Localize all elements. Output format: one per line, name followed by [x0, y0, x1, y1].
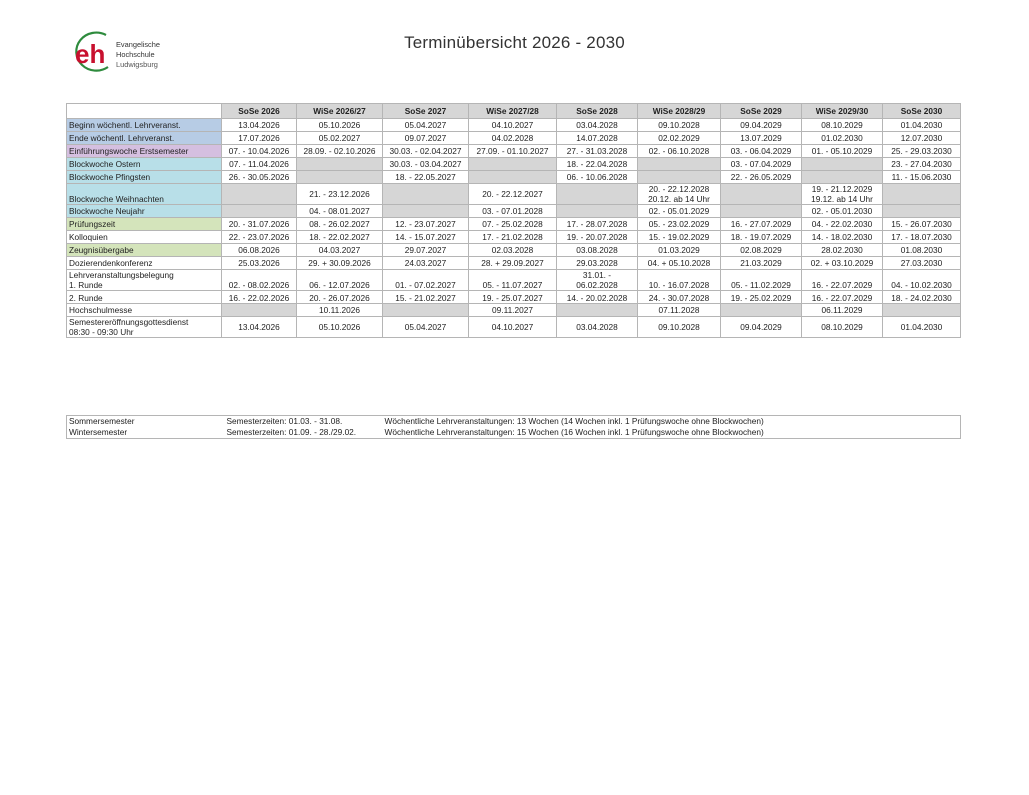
date-cell: 13.04.2026: [222, 119, 297, 132]
date-cell: [557, 270, 638, 291]
date-cell: [883, 184, 961, 205]
date-cell: 05.02.2027: [297, 132, 383, 145]
date-cell: [557, 184, 638, 205]
date-cell: 17. - 28.07.2028: [557, 218, 638, 231]
row-label: [67, 132, 222, 145]
date-cell: 14. - 15.07.2027: [383, 231, 469, 244]
date-cell: 02. - 06.10.2028: [638, 145, 721, 158]
table-row: [67, 171, 961, 184]
date-cell: 12.07.2030: [883, 132, 961, 145]
row-label: [67, 145, 222, 158]
date-cell: [383, 184, 469, 205]
row-label-text: Prüfungszeit: [69, 219, 116, 229]
date-cell: 03.04.2028: [557, 119, 638, 132]
date-cell: [222, 184, 297, 205]
date-cell: 04.10.2027: [469, 317, 557, 338]
date-cell: 20. - 31.07.2026: [222, 218, 297, 231]
date-cell: 14. - 18.02.2030: [802, 231, 883, 244]
date-cell: 23. - 27.04.2030: [883, 158, 961, 171]
date-cell: 07. - 25.02.2028: [469, 218, 557, 231]
table-row: [67, 291, 961, 304]
date-cell: 06.08.2026: [222, 244, 297, 257]
date-cell: 04. - 10.02.2030: [883, 270, 961, 291]
date-cell: 02.08.2029: [721, 244, 802, 257]
date-cell: 16. - 22.07.2029: [802, 291, 883, 304]
table-row: [67, 304, 961, 317]
date-cell: 28.09. - 02.10.2026: [297, 145, 383, 158]
date-cell: 01. - 05.10.2029: [802, 145, 883, 158]
date-cell: [638, 184, 721, 205]
row-label-text: Ende wöchentl. Lehrveranst.: [69, 133, 175, 143]
date-cell: 22. - 23.07.2026: [222, 231, 297, 244]
date-cell: 18. - 19.07.2029: [721, 231, 802, 244]
date-cell: [222, 304, 297, 317]
date-cell: 29.07.2027: [383, 244, 469, 257]
date-cell: 04. - 08.01.2027: [297, 205, 383, 218]
table-row: [67, 231, 961, 244]
row-label-text: Blockwoche Weihnachten: [69, 194, 164, 204]
date-cell: [883, 304, 961, 317]
date-cell: 05. - 11.07.2027: [469, 270, 557, 291]
note-period: Semesterzeiten: 01.09. - 28./29.02.: [226, 427, 357, 437]
row-label: [67, 304, 222, 317]
date-cell: 24.03.2027: [383, 257, 469, 270]
date-cell: 18. - 22.02.2027: [297, 231, 383, 244]
date-cell: 09.04.2029: [721, 317, 802, 338]
table-row: [67, 218, 961, 231]
date-cell: 05.10.2026: [297, 317, 383, 338]
column-header: WiSe 2026/27: [297, 104, 383, 119]
table-row: [67, 119, 961, 132]
date-cell: 13.04.2026: [222, 317, 297, 338]
table-row: [67, 257, 961, 270]
date-cell: 18. - 22.05.2027: [383, 171, 469, 184]
date-cell: 22. - 26.05.2029: [721, 171, 802, 184]
date-cell: 18. - 24.02.2030: [883, 291, 961, 304]
note-row: [67, 427, 961, 439]
logo-line-1: Evangelische: [116, 40, 160, 49]
date-value: 06.02.2028: [576, 280, 618, 290]
date-cell: 06. - 10.06.2028: [557, 171, 638, 184]
date-cell: 07.11.2028: [638, 304, 721, 317]
date-cell: 29. + 30.09.2026: [297, 257, 383, 270]
row-label: [67, 257, 222, 270]
table-row: [67, 184, 961, 205]
note-info: Wöchentliche Lehrveranstaltungen: 15 Wochen (16 Wochen inkl. 1 Prüfungswoche ohne Blockwochen): [384, 427, 764, 437]
date-value: 19. - 21.12.2029: [811, 184, 873, 194]
date-cell: 21. - 23.12.2026: [297, 184, 383, 205]
date-cell: 08.10.2029: [802, 317, 883, 338]
date-cell: 01.03.2029: [638, 244, 721, 257]
date-value: 20. - 22.12.2028: [648, 184, 710, 194]
table-row: [67, 270, 961, 291]
date-cell: 27.09. - 01.10.2027: [469, 145, 557, 158]
date-cell: 03. - 07.04.2029: [721, 158, 802, 171]
row-label-text: Einführungswoche Erstsemester: [69, 146, 189, 156]
date-cell: 29.03.2028: [557, 257, 638, 270]
column-header: SoSe 2027: [383, 104, 469, 119]
date-cell: 17.07.2026: [222, 132, 297, 145]
date-cell: 01.04.2030: [883, 317, 961, 338]
row-label: [67, 119, 222, 132]
date-cell: 15. - 26.07.2030: [883, 218, 961, 231]
date-cell: 02. - 05.01.2030: [802, 205, 883, 218]
row-label-sub: 1. Runde: [69, 280, 103, 290]
date-cell: 09.04.2029: [721, 119, 802, 132]
date-cell: 25.03.2026: [222, 257, 297, 270]
date-cell: 03. - 06.04.2029: [721, 145, 802, 158]
row-label: [67, 291, 222, 304]
schedule-table: [66, 103, 961, 338]
row-label-main: Lehrveranstaltungsbelegung: [69, 270, 174, 280]
date-cell: 01.04.2030: [883, 119, 961, 132]
row-label: [67, 270, 222, 291]
date-cell: 27. - 31.03.2028: [557, 145, 638, 158]
date-cell: 09.07.2027: [383, 132, 469, 145]
column-header: SoSe 2026: [222, 104, 297, 119]
row-label-text: Dozierendenkonferenz: [69, 258, 153, 268]
date-cell: 15. - 21.02.2027: [383, 291, 469, 304]
date-cell: 09.10.2028: [638, 317, 721, 338]
date-cell: 16. - 22.07.2029: [802, 270, 883, 291]
date-cell: 25. - 29.03.2030: [883, 145, 961, 158]
date-cell: 14. - 20.02.2028: [557, 291, 638, 304]
row-label-text: Blockwoche Neujahr: [69, 206, 145, 216]
note-info: Wöchentliche Lehrveranstaltungen: 13 Wochen (14 Wochen inkl. 1 Prüfungswoche ohne Blockwochen): [384, 416, 764, 426]
date-cell: [638, 158, 721, 171]
date-cell: 05. - 23.02.2029: [638, 218, 721, 231]
date-cell: 17. - 21.02.2028: [469, 231, 557, 244]
column-header: WiSe 2027/28: [469, 104, 557, 119]
date-cell: 26. - 30.05.2026: [222, 171, 297, 184]
date-cell: 10.11.2026: [297, 304, 383, 317]
date-cell: 06.11.2029: [802, 304, 883, 317]
date-cell: [469, 171, 557, 184]
date-cell: 04.10.2027: [469, 119, 557, 132]
row-label: [67, 218, 222, 231]
date-cell: 16. - 22.02.2026: [222, 291, 297, 304]
row-label-text: Blockwoche Pfingsten: [69, 172, 151, 182]
date-cell: 12. - 23.07.2027: [383, 218, 469, 231]
date-cell: [883, 205, 961, 218]
date-cell: [297, 171, 383, 184]
row-label-text: Kolloquien: [69, 232, 108, 242]
date-note: 19.12. ab 14 Uhr: [811, 194, 873, 204]
date-cell: 01. - 07.02.2027: [383, 270, 469, 291]
date-cell: 03. - 07.01.2028: [469, 205, 557, 218]
date-cell: 02. - 08.02.2026: [222, 270, 297, 291]
date-cell: 06. - 12.07.2026: [297, 270, 383, 291]
semester-notes: [66, 415, 961, 439]
table-row: [67, 158, 961, 171]
date-cell: [557, 304, 638, 317]
date-cell: 15. - 19.02.2029: [638, 231, 721, 244]
row-label-main: Semestereröffnungsgottesdienst: [69, 317, 189, 327]
date-cell: [557, 205, 638, 218]
date-cell: 04.03.2027: [297, 244, 383, 257]
date-cell: [802, 184, 883, 205]
date-cell: [297, 158, 383, 171]
row-label: [67, 317, 222, 338]
date-cell: [469, 158, 557, 171]
date-cell: 04. - 22.02.2030: [802, 218, 883, 231]
note-term: Sommersemester: [69, 416, 135, 426]
table-row: [67, 317, 961, 338]
date-cell: 03.04.2028: [557, 317, 638, 338]
date-cell: 05.04.2027: [383, 119, 469, 132]
note-period: Semesterzeiten: 01.03. - 31.08.: [226, 416, 343, 426]
row-label: [67, 244, 222, 257]
date-cell: 11. - 15.06.2030: [883, 171, 961, 184]
date-cell: [721, 184, 802, 205]
date-cell: 09.11.2027: [469, 304, 557, 317]
date-cell: 19. - 20.07.2028: [557, 231, 638, 244]
date-cell: 05. - 11.02.2029: [721, 270, 802, 291]
date-cell: 14.07.2028: [557, 132, 638, 145]
row-label: [67, 184, 222, 205]
logo-mark-text: eh: [75, 39, 106, 69]
date-cell: 09.10.2028: [638, 119, 721, 132]
row-label: [67, 158, 222, 171]
row-label-text: Blockwoche Ostern: [69, 159, 141, 169]
date-cell: 27.03.2030: [883, 257, 961, 270]
date-cell: 18. - 22.04.2028: [557, 158, 638, 171]
logo-line-2: Hochschule: [116, 50, 155, 59]
date-cell: [383, 205, 469, 218]
date-cell: [721, 304, 802, 317]
row-label: [67, 171, 222, 184]
date-cell: 20. - 22.12.2027: [469, 184, 557, 205]
date-cell: 04.02.2028: [469, 132, 557, 145]
header-corner: [67, 104, 222, 119]
date-cell: 05.10.2026: [297, 119, 383, 132]
note-term: Wintersemester: [69, 427, 128, 437]
date-cell: 01.08.2030: [883, 244, 961, 257]
date-cell: [721, 205, 802, 218]
row-label-text: Beginn wöchentl. Lehrveranst.: [69, 120, 181, 130]
date-cell: 02.03.2028: [469, 244, 557, 257]
row-label: [67, 205, 222, 218]
date-cell: 20. - 26.07.2026: [297, 291, 383, 304]
row-label-sub: 08:30 - 09:30 Uhr: [69, 327, 134, 337]
date-cell: [383, 304, 469, 317]
column-header: WiSe 2029/30: [802, 104, 883, 119]
date-cell: 05.04.2027: [383, 317, 469, 338]
date-cell: 21.03.2029: [721, 257, 802, 270]
date-cell: 17. - 18.07.2030: [883, 231, 961, 244]
date-cell: 16. - 27.07.2029: [721, 218, 802, 231]
logo-line-3: Ludwigsburg: [116, 60, 158, 69]
date-cell: [802, 158, 883, 171]
date-note: 20.12. ab 14 Uhr: [648, 194, 710, 204]
date-cell: 30.03. - 02.04.2027: [383, 145, 469, 158]
table-row: [67, 145, 961, 158]
note-row: [67, 416, 961, 428]
date-cell: 30.03. - 03.04.2027: [383, 158, 469, 171]
date-cell: 07. - 11.04.2026: [222, 158, 297, 171]
page-title: Terminübersicht 2026 - 2030: [404, 33, 625, 52]
date-cell: 08.10.2029: [802, 119, 883, 132]
column-header: SoSe 2028: [557, 104, 638, 119]
date-cell: 19. - 25.07.2027: [469, 291, 557, 304]
date-cell: [802, 171, 883, 184]
date-cell: 02.02.2029: [638, 132, 721, 145]
row-label-text: Zeugnisübergabe: [69, 245, 134, 255]
date-cell: 13.07.2029: [721, 132, 802, 145]
date-value-pre: 31.01. -: [582, 270, 612, 280]
date-cell: 07. - 10.04.2026: [222, 145, 297, 158]
row-label: [67, 231, 222, 244]
date-cell: 02. - 05.01.2029: [638, 205, 721, 218]
column-header: SoSe 2029: [721, 104, 802, 119]
column-header: WiSe 2028/29: [638, 104, 721, 119]
date-cell: 03.08.2028: [557, 244, 638, 257]
date-cell: [222, 205, 297, 218]
date-cell: 24. - 30.07.2028: [638, 291, 721, 304]
date-cell: 01.02.2030: [802, 132, 883, 145]
header-row: [67, 104, 961, 119]
table-row: [67, 205, 961, 218]
row-label-text: 2. Runde: [69, 293, 103, 303]
table-row: [67, 244, 961, 257]
date-cell: [638, 171, 721, 184]
table-row: [67, 132, 961, 145]
date-cell: 04. + 05.10.2028: [638, 257, 721, 270]
date-cell: 28. + 29.09.2027: [469, 257, 557, 270]
date-cell: 02. + 03.10.2029: [802, 257, 883, 270]
date-cell: 28.02.2030: [802, 244, 883, 257]
row-label-text: Hochschulmesse: [69, 305, 133, 315]
date-cell: 08. - 26.02.2027: [297, 218, 383, 231]
date-cell: 19. - 25.02.2029: [721, 291, 802, 304]
column-header: SoSe 2030: [883, 104, 961, 119]
date-cell: 10. - 16.07.2028: [638, 270, 721, 291]
